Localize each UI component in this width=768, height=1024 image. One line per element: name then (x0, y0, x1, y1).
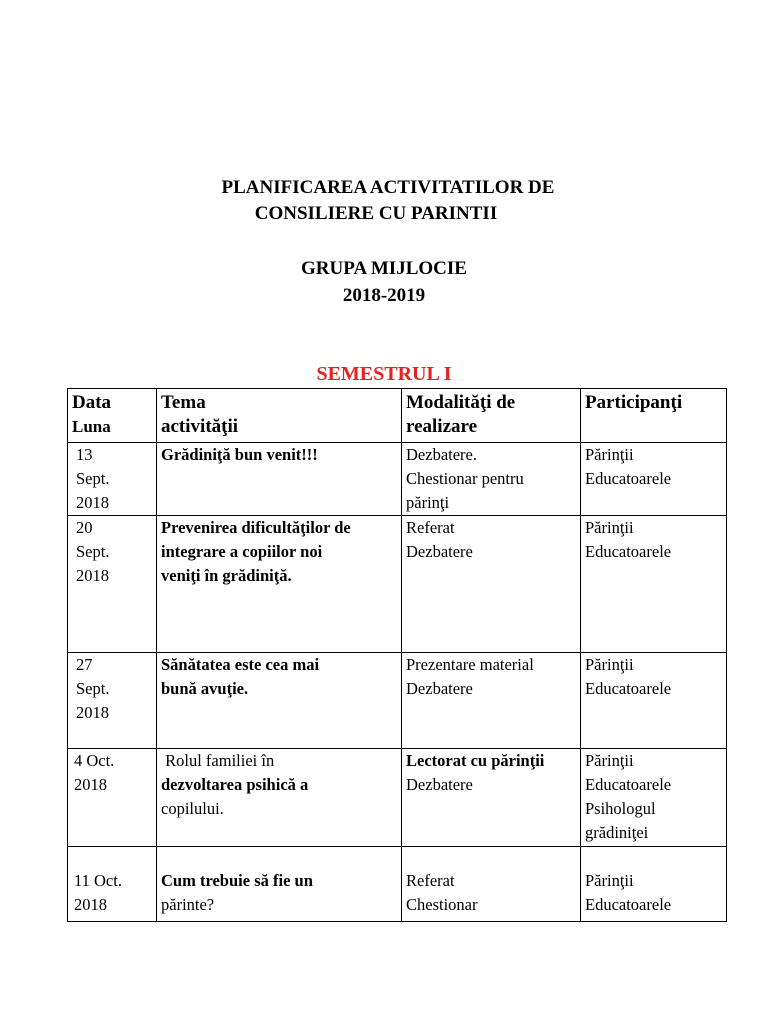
cell-text: 27 (76, 655, 93, 674)
cell-text: Grădiniţă bun venit!!! (161, 445, 318, 464)
cell-text: 2018 (76, 493, 109, 512)
cell-date (68, 516, 157, 653)
table-row (68, 443, 727, 516)
cell-text: Cum trebuie să fie un (161, 871, 313, 890)
cell-text: 2018 (74, 775, 107, 794)
cell-text: 13 (76, 445, 93, 464)
cell-text: dezvoltarea psihică a (161, 775, 309, 794)
group-name: GRUPA MIJLOCIE (301, 258, 467, 279)
activities-table (67, 388, 727, 922)
cell-theme (157, 516, 402, 653)
cell-text: Referat (406, 518, 455, 537)
cell-text: Sept. (76, 542, 110, 561)
cell-text: Părinţii (585, 871, 634, 890)
cell-text: integrare a copiilor noi (161, 542, 323, 561)
table-row (68, 749, 727, 847)
document-title-line2: CONSILIERE CU PARINTII (254, 203, 498, 224)
cell-text: 2018 (76, 703, 109, 722)
cell-participants (581, 653, 727, 749)
table-row (68, 847, 727, 922)
cell-date (68, 749, 157, 847)
cell-text: bună avuţie. (161, 679, 249, 698)
cell-text: părinte? (161, 895, 215, 914)
cell-text: Dezbatere (406, 775, 473, 794)
cell-text: Prezentare material (406, 655, 534, 674)
cell-text: Dezbatere. (406, 445, 477, 464)
cell-mode (402, 516, 581, 653)
cell-text: Referat (406, 871, 455, 890)
cell-date (68, 847, 157, 922)
cell-text: Educatoarele (585, 895, 672, 914)
cell-text: 4 Oct. (74, 751, 115, 770)
cell-participants (581, 443, 727, 516)
cell-text: Chestionar pentru (406, 469, 524, 488)
cell-text: Educatoarele (585, 542, 672, 561)
semester-heading: SEMESTRUL I (316, 363, 452, 385)
cell-text: copilului. (161, 799, 224, 818)
header-theme-line2: activităţii (161, 416, 239, 437)
document-title-line1: PLANIFICAREA ACTIVITATILOR DE (221, 177, 555, 198)
cell-mode (402, 653, 581, 749)
cell-theme (157, 847, 402, 922)
school-year: 2018-2019 (342, 285, 426, 306)
table-row (68, 653, 727, 749)
table-header-row (68, 389, 727, 443)
cell-text: Părinţii (585, 445, 634, 464)
table-row (68, 516, 727, 653)
cell-text: Prevenirea dificultăţilor de (161, 518, 351, 537)
cell-text: Rolul familiei în (161, 751, 275, 770)
header-date-line2: Luna (72, 417, 111, 436)
cell-text: Sănătatea este cea mai (161, 655, 320, 674)
cell-text: Sept. (76, 469, 110, 488)
header-mode (402, 389, 581, 443)
cell-text: 2018 (74, 895, 107, 914)
cell-text: grădiniţei (585, 823, 649, 842)
cell-text: Dezbatere (406, 679, 473, 698)
header-theme (157, 389, 402, 443)
header-date (68, 389, 157, 443)
cell-text: părinţi (406, 493, 450, 512)
cell-text: Lectorat cu părinţii (406, 751, 545, 770)
cell-mode (402, 847, 581, 922)
header-mode-line1: Modalităţi de (406, 392, 516, 413)
cell-text: 20 (76, 518, 93, 537)
header-mode-line2: realizare (406, 416, 478, 437)
cell-participants (581, 516, 727, 653)
cell-mode (402, 443, 581, 516)
cell-text: Educatoarele (585, 679, 672, 698)
header-date-line1: Data (72, 392, 112, 413)
cell-text: Educatoarele (585, 469, 672, 488)
cell-text: Educatoarele (585, 775, 672, 794)
cell-text: 11 Oct. (74, 871, 122, 890)
header-participants-line1: Participanţi (585, 392, 683, 413)
cell-text: veniţi în grădiniţă. (161, 566, 292, 585)
cell-text: Psihologul (585, 799, 656, 818)
cell-text: Sept. (76, 679, 110, 698)
cell-text: Chestionar (406, 895, 478, 914)
cell-theme (157, 653, 402, 749)
cell-text: Părinţii (585, 751, 634, 770)
cell-participants (581, 847, 727, 922)
cell-text: Părinţii (585, 518, 634, 537)
header-participants (581, 389, 727, 443)
header-theme-line1: Tema (161, 392, 206, 413)
cell-date (68, 443, 157, 516)
cell-text: 2018 (76, 566, 109, 585)
cell-participants (581, 749, 727, 847)
cell-mode (402, 749, 581, 847)
cell-text: Părinţii (585, 655, 634, 674)
cell-theme (157, 443, 402, 516)
cell-text: Dezbatere (406, 542, 473, 561)
cell-theme (157, 749, 402, 847)
cell-date (68, 653, 157, 749)
